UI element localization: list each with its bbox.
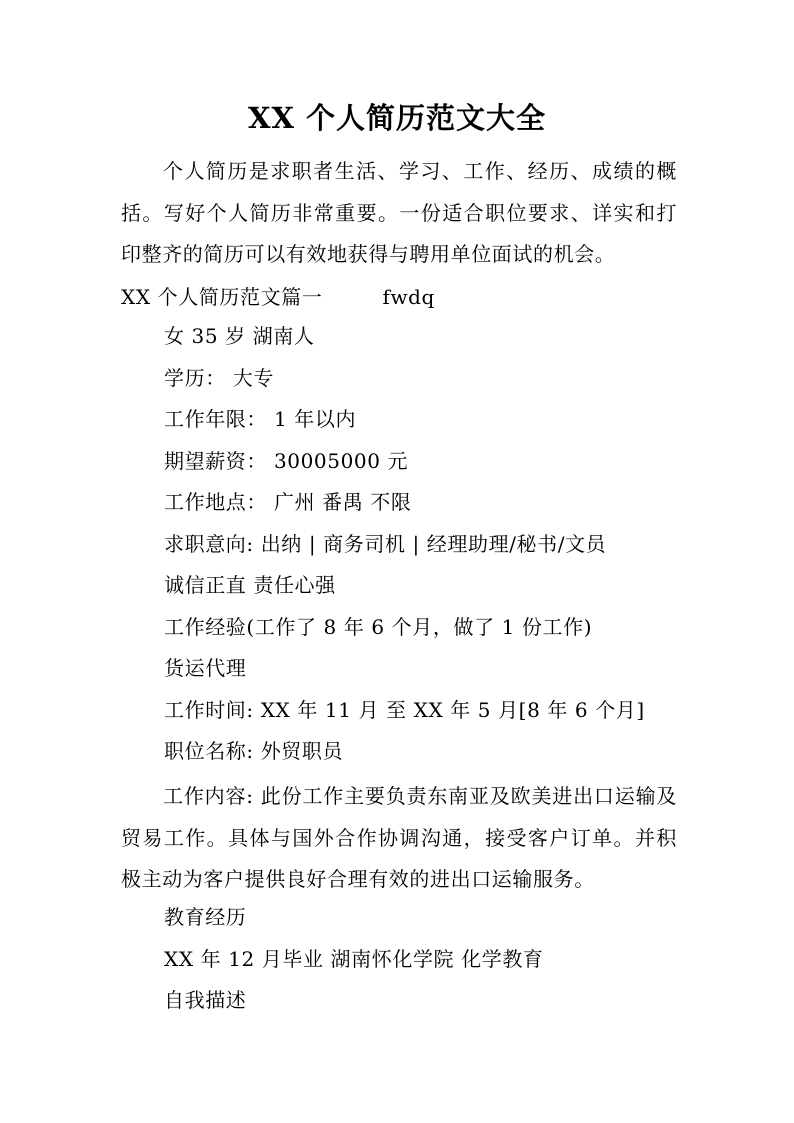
document-title: XX 个人简历范文大全 <box>247 101 547 135</box>
company-line: 货运代理 <box>164 656 247 680</box>
work-time-line: 工作时间: XX 年 11 月 至 XX 年 5 月[8 年 6 个月] <box>164 698 645 722</box>
education-detail-line: XX 年 12 月毕业 湖南怀化学院 化学教育 <box>164 947 544 971</box>
expected-salary-line: 期望薪资： 30005000 元 <box>164 449 409 473</box>
traits-line: 诚信正直 责任心强 <box>164 573 336 597</box>
basic-info-line: 女 35 岁 湖南人 <box>164 324 315 348</box>
section-heading-name: fwdq <box>382 285 435 309</box>
section-heading <box>121 282 435 312</box>
job-content-paragraph: 工作内容: 此份工作主要负责东南亚及欧美进出口运输及贸易工作。具体与国外合作协调沟通，接受客户订单。并积极主动为客户提供良好合理有效的进出口运输服务。 <box>121 784 677 891</box>
section-heading-title: XX 个人简历范文篇一 <box>121 285 323 309</box>
work-years-line: 工作年限： 1 年以内 <box>164 407 357 431</box>
experience-line: 工作经验(工作了 8 年 6 个月，做了 1 份工作) <box>164 615 593 639</box>
education-heading: 教育经历 <box>164 905 247 929</box>
intro-paragraph: 个人简历是求职者生活、学习、工作、经历、成绩的概括。写好个人简历非常重要。一份适合职位要求、详实和打印整齐的简历可以有效地获得与聘用单位面试的机会。 <box>121 159 677 266</box>
education-level-line: 学历： 大专 <box>164 366 274 390</box>
work-location-line: 工作地点： 广州 番禺 不限 <box>164 490 412 514</box>
position-line: 职位名称: 外贸职员 <box>164 739 344 763</box>
self-description-heading: 自我描述 <box>164 988 247 1012</box>
job-intent-line: 求职意向: 出纳 | 商务司机 | 经理助理/秘书/文员 <box>164 532 607 556</box>
